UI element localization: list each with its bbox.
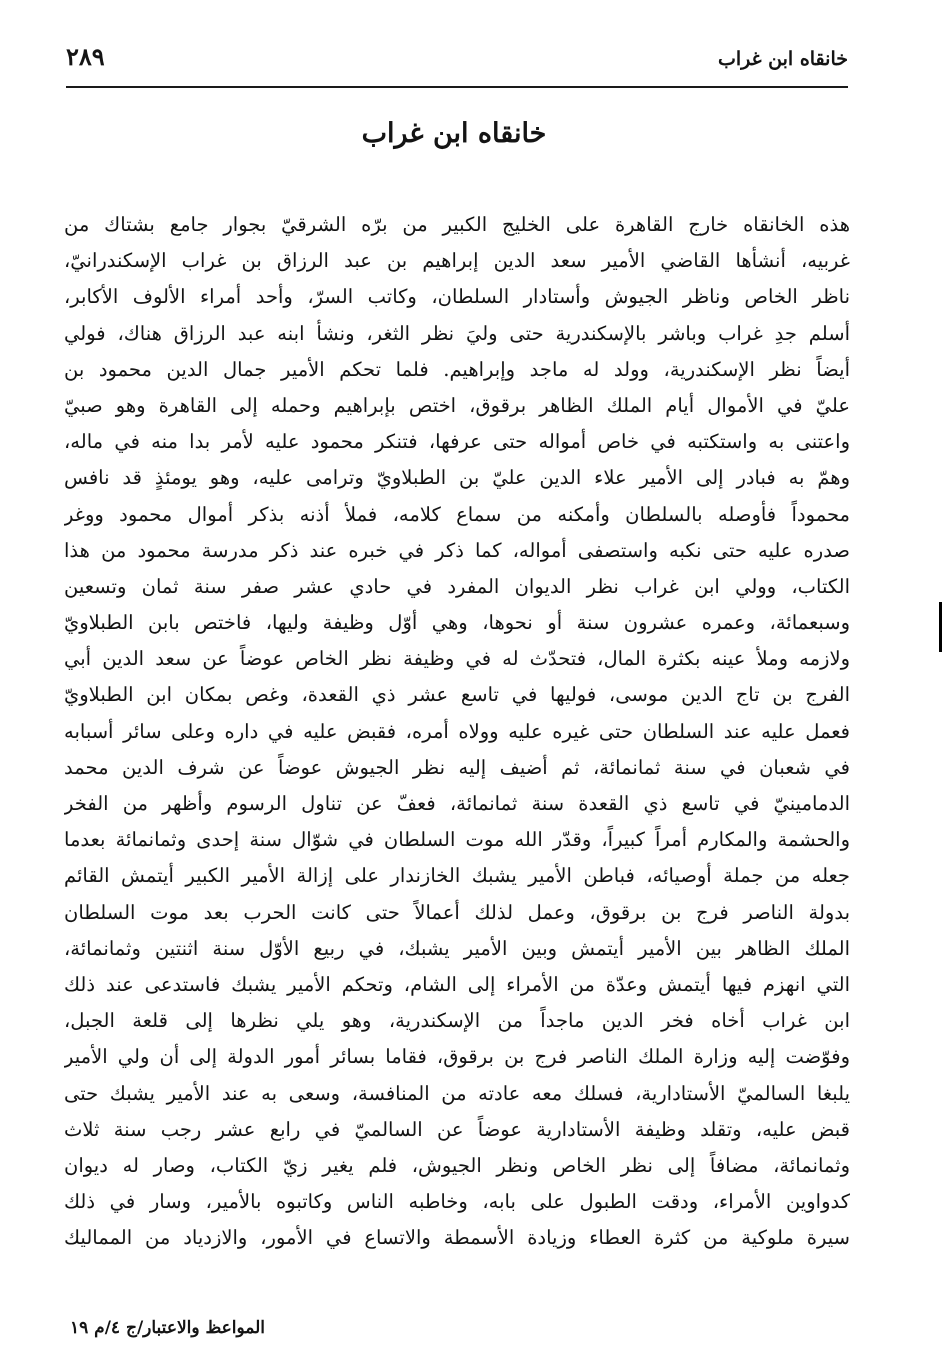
body-text: [64, 207, 850, 1293]
header-rule: [66, 86, 848, 88]
text-line: والحشمة والمكارم أمراً كبيراً، وقدّر الله موت السلطان في شوّال سنة إحدى وثمانمائة بعدما: [64, 828, 850, 852]
text-line: ابن غراب أخاه فخر الدين ماجداً من الإسكندرية، وهو يلي نظرها إلى قلعة الجبل،: [64, 1009, 850, 1033]
text-line: في شعبان في سنة ثمانمائة، ثم أضيف إليه نظر الجيوش عوضاً عن شرف الدين محمد: [64, 755, 850, 779]
text-line: أسلم جدِ غراب وباشر بالإسكندرية حتى وليَ نظر الثغر، ونشأ ابنه عبد الرزاق هناك، فولي: [64, 321, 850, 345]
text-line: صدره عليه حتى نكبه واستصفى أمواله، كما ذكر في خبره عند ذكر مدرسة محمود من هذا: [64, 538, 850, 562]
text-line: الفرج بن تاج الدين موسى، فوليها في تاسع عشر ذي القعدة، وغص بمكان ابن الطبلاويّ: [64, 683, 850, 707]
text-line: التي انهزم فيها أيتمش وعدّة من الأمراء إلى الشام، وتحكم الأمير يشبك فاستدعى عند ذلك: [64, 972, 850, 996]
text-line: يلبغا السالميّ الأستادارية، فسلك معه عادته من المنافسة، وسعى به عند الأمير يشبك حتى: [64, 1081, 850, 1105]
text-line: الدمامينيّ في تاسع ذي القعدة سنة ثمانمائة، فعفّ عن تناول الرسوم وأظهر من الفخر: [64, 792, 850, 815]
text-line: سيرة ملوكية من كثرة العطاء وزيادة الأسمطة والاتساع في الأمور، والازدياد من المماليك: [64, 1226, 850, 1250]
text-line: [64, 1256, 850, 1292]
text-line: ناظر الخاص وناظر الجيوش وأستادار السلطان، وكاتب السرّ، وأحد أمراء الألوف الأكابر،: [64, 285, 850, 309]
chapter-title: خانقاه ابن غراب: [361, 118, 547, 149]
text-line: وهمّ به فبادر إلى الأمير علاء الدين عليّ بن الطبلاويّ وترامى عليه، وهو يومئذٍ قد نافس: [64, 466, 850, 490]
text-line: جعله من جملة أوصيائه، فباطن الأمير يشبك الخازندار على إزالة الأمير الكبير أيتمش القائم: [64, 864, 850, 888]
text-line: الكتاب، وولي ابن غراب نظر الديوان المفرد في حادي عشر صفر سنة ثمان وتسعين: [64, 574, 850, 598]
running-head: [66, 40, 848, 80]
text-line: أيضاً نظر الإسكندرية، وولد له ماجد وإبراهيم. فلما تحكم الأمير جمال الدين محمود بن: [64, 357, 850, 381]
text-line: وثمانمائة، مضافاً إلى نظر الخاص ونظر الجيوش، فلم يغير زيّ الكتاب، وصار له ديوان: [64, 1153, 850, 1177]
text-line: كدواوين الأمراء، ودقت الطبول على بابه، وخاطبه الناس وكاتبوه بالأمير، وسار في ذلك: [64, 1190, 850, 1214]
text-line: غربيه، أنشأها القاضي الأمير سعد الدين إبراهيم بن عبد الرزاق بن غراب الإسكندرانيّ،: [64, 249, 850, 273]
text-line: الملك الظاهر بين الأمير أيتمش وبين الأمير يشبك، في ربيع الأوّل سنة اثنتين وثمانمائة،: [64, 936, 850, 960]
text-line: وفوّضت إليه وزارة الملك الناصر فرج بن برقوق، فقاما بسائر أمور الدولة إلى أن ولي الأمير: [64, 1045, 850, 1069]
text-line: فعمل عليه عند السلطان حتى غيره عليه وولاه أمره، فقبض عليه في داره وعلى سائر أسبابه: [64, 719, 850, 743]
text-line: عليّ في الأموال أيام الملك الظاهر برقوق، اختص بإبراهيم وحمله إلى القاهرة وهو صبيّ: [64, 393, 850, 417]
text-line: محموداً فأوصله بالسلطان وأمكنه من سماع كلامه، فملأ أذنه بذكر أموال محمود ووغر: [64, 502, 850, 526]
text-line: ولازمه وملأ عينه بكثرة المال، فتحدّث له في وظيفة نظر الخاص عوضاً عن سعد الدين أبي: [64, 647, 850, 671]
signature-mark: المواعظ والاعتبار/ج ٤/م ١٩: [70, 1318, 266, 1338]
text-line: وسبعمائة، وعمره عشرون سنة أو نحوها، وهي أوّل وظيفة وليها، فاختص بابن الطبلاويّ: [64, 611, 850, 635]
page-number: ٢٨٩: [66, 42, 105, 71]
text-line: قبض عليه، وتقلد وظيفة الأستادارية عوضاً عن السالميّ في رابع عشر رجب سنة ثلاث: [64, 1117, 850, 1141]
margin-mark: [939, 602, 942, 652]
text-line: هذه الخانقاه خارج القاهرة على الخليج الكبير من برّه الشرقيّ بجوار جامع بشتاك من: [64, 213, 850, 236]
running-title: خانقاه ابن غراب: [717, 48, 848, 70]
text-line: بدولة الناصر فرج بن برقوق، وعمل لذلك أعمالاً حتى كانت الحرب بعد موت السلطان: [64, 900, 850, 924]
text-line: واعتنى به واستكتبه في خاص أمواله حتى عرفها، فتنكر محمود عليه لأمر بدا منه في ماله،: [64, 430, 850, 454]
